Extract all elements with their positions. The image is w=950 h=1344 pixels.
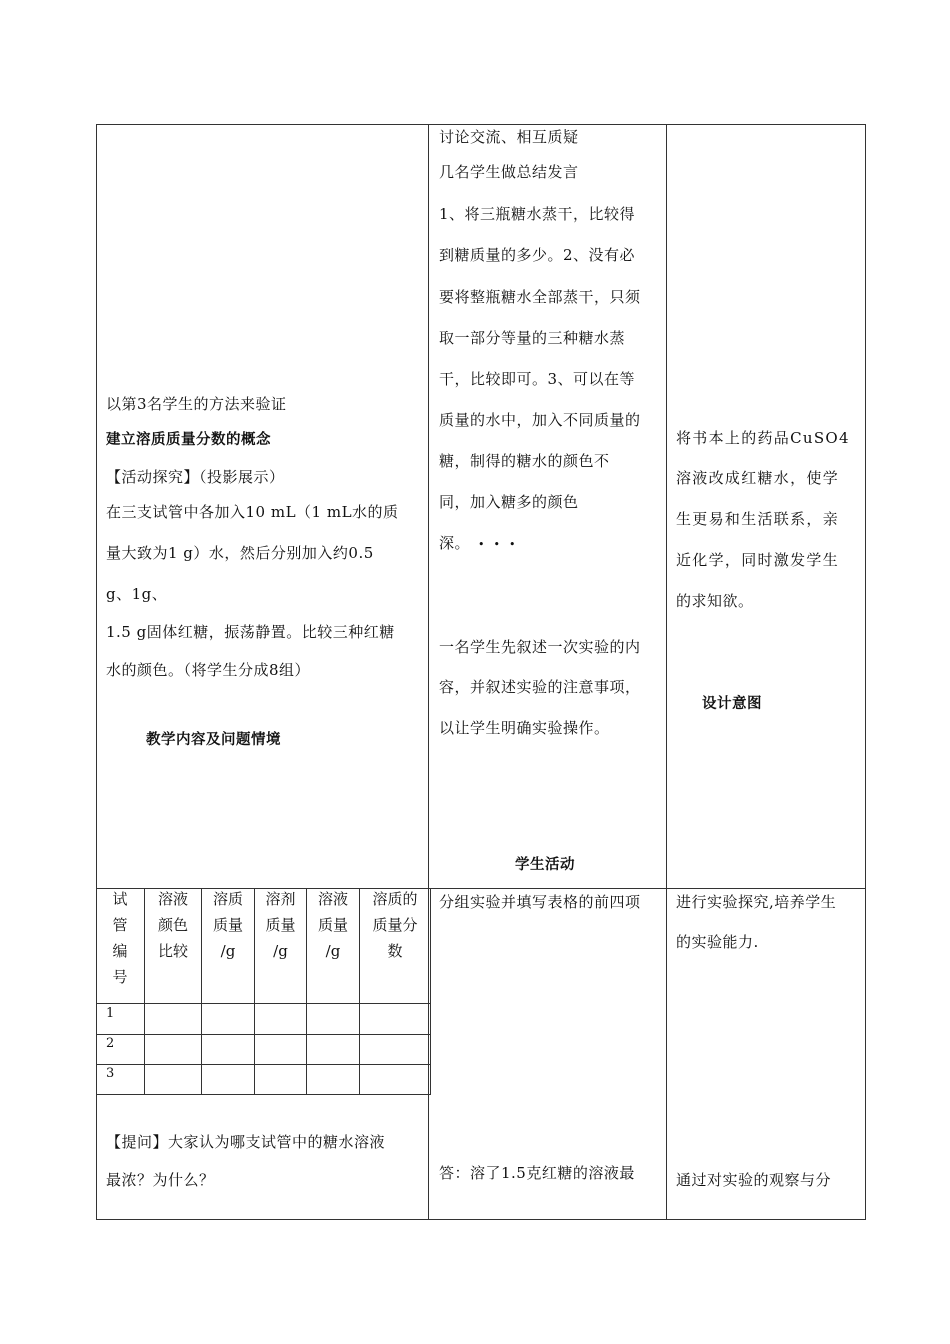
activity-title: 【活动探究】（投影展示） [106, 468, 285, 486]
narrate-line: 一名学生先叙述一次实验的内 [439, 638, 641, 656]
header-text: /g [273, 942, 288, 960]
header-text: 质量分 [372, 916, 418, 934]
activity-line: 水的颜色。（将学生分成8组） [106, 661, 311, 679]
header-text: 数 [387, 942, 403, 960]
column-divider-2 [666, 124, 667, 1220]
header-text: 溶质 [212, 890, 243, 908]
header-text: 溶液 [317, 890, 348, 908]
discussion-line: 到糖质量的多少。2、没有必 [439, 246, 636, 264]
header-text: 质量 [212, 916, 243, 934]
row3-intent-text: 通过对实验的观察与分 [676, 1171, 832, 1189]
verify-line: 以第3名学生的方法来验证 [106, 395, 287, 413]
header-text: 颜色 [157, 916, 188, 934]
middle-column-header: 学生活动 [515, 857, 575, 873]
header-solvent-mass [255, 886, 306, 964]
header-mass-fraction [360, 886, 430, 964]
header-text: 质量 [317, 916, 348, 934]
intent-line: 将书本上的药品CuSO4 [676, 429, 850, 447]
activity-line: g、1g、 [106, 585, 168, 603]
table-bottom-border [96, 1219, 866, 1220]
concept-heading: 建立溶质质量分数的概念 [106, 432, 271, 448]
header-tube-number [96, 886, 144, 990]
header-text: 比较 [157, 942, 188, 960]
discussion-line: 干，比较即可。3、可以在等 [439, 370, 636, 388]
right-column-header: 设计意图 [702, 696, 762, 712]
discussion-line: 深。 [439, 534, 471, 552]
header-text: 编 [112, 942, 128, 960]
narrate-line: 以让学生明确实验操作。 [439, 719, 610, 737]
answer-text: 答：溶了1.5克红糖的溶液最 [439, 1164, 635, 1182]
activity-line: 量大致为1 g）水，然后分别加入约0.5 [106, 544, 374, 562]
row-number: 3 [106, 1066, 115, 1081]
table-right-border [865, 124, 866, 1220]
intent-line: 近化学，同时激发学生 [676, 551, 840, 569]
discussion-line: 讨论交流、相互质疑 [439, 128, 579, 146]
header-text: 溶剂 [265, 890, 296, 908]
question-line: 【提问】大家认为哪支试管中的糖水溶液 [106, 1133, 386, 1151]
header-text: /g [325, 942, 341, 960]
header-solution-color [145, 886, 201, 964]
inner-table-border [96, 1003, 431, 1004]
row2-intent-line: 的实验能力. [676, 933, 759, 951]
activity-line: 1.5 g固体红糖，振荡静置。比较三种红糖 [106, 623, 395, 641]
header-text: /g [220, 942, 236, 960]
row-number: 2 [106, 1036, 115, 1051]
question-line: 最浓？为什么？ [106, 1171, 215, 1189]
header-solution-mass [307, 886, 359, 964]
header-solute-mass [202, 886, 254, 964]
discussion-line: 1、将三瓶糖水蒸干，比较得 [439, 205, 636, 223]
header-text: 质量 [265, 916, 296, 934]
discussion-line: 同，加入糖多的颜色 [439, 493, 579, 511]
discussion-line: 几名学生做总结发言 [439, 163, 579, 181]
left-column-header: 教学内容及问题情境 [146, 732, 281, 748]
header-text: 号 [112, 968, 128, 986]
discussion-line: 糖，制得的糖水的颜色不 [439, 452, 610, 470]
header-text: 溶质的 [372, 890, 418, 908]
header-text: 试 [112, 890, 128, 908]
intent-line: 的求知欲。 [676, 592, 754, 610]
intent-line: 溶液改成红糖水，使学 [676, 469, 840, 487]
inner-table-border [96, 1034, 431, 1035]
inner-table-border [96, 1064, 431, 1065]
header-text: 管 [112, 916, 128, 934]
intent-line: 生更易和生活联系，亲 [676, 510, 840, 528]
discussion-line: 取一部分等量的三种糖水蒸 [439, 329, 626, 347]
inner-table-border [96, 1094, 431, 1095]
activity-line: 在三支试管中各加入10 mL（1 mL水的质 [106, 503, 399, 521]
table-left-border [96, 124, 97, 1220]
discussion-line: 质量的水中，加入不同质量的 [439, 411, 641, 429]
header-text: 溶液 [157, 890, 188, 908]
group-experiment-text: 分组实验并填写表格的前四项 [439, 893, 641, 911]
discussion-line: 要将整瓶糖水全部蒸干，只须 [439, 288, 641, 306]
row-number: 1 [106, 1006, 115, 1021]
narrate-line: 容，并叙述实验的注意事项， [439, 678, 641, 696]
column-divider-1 [428, 124, 429, 1220]
row2-intent-line: 进行实验探究,培养学生 [676, 893, 837, 911]
ellipsis-dots: ••• [478, 538, 525, 551]
